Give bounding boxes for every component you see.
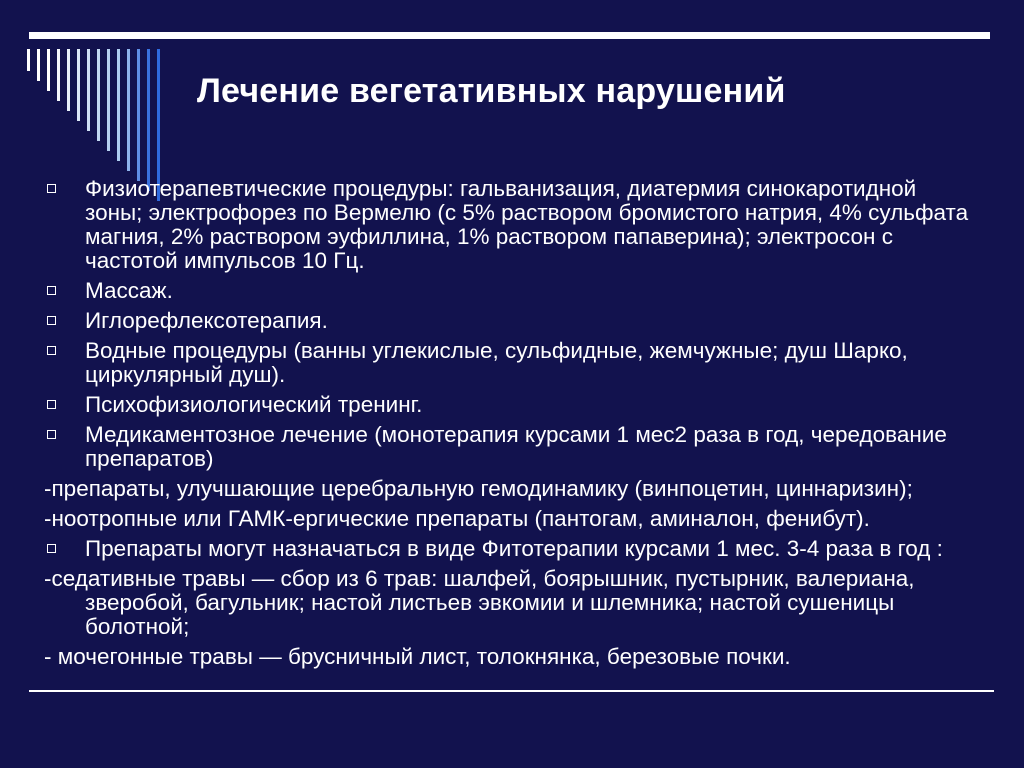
stripe (57, 49, 60, 101)
list-item-text: Иглорефлексотерапия. (85, 308, 328, 333)
stripe (47, 49, 50, 91)
list-item-text: Физиотерапевтические процедуры: гальванизация, диатермия синокаротидной зоны; электрофорез по Вермелю (с 5% раствором бромистого натрия, 4% сульфата магния, 2% раствором эуфиллина, 1% раствором папаверина); электросон с частотой импульсов 10 Гц. (85, 176, 969, 273)
list-item-text: - мочегонные травы — брусничный лист, толокнянка, березовые почки. (44, 644, 791, 669)
list-item-text: Психофизиологический тренинг. (85, 392, 423, 417)
stripe (27, 49, 30, 71)
list-item-text: Медикаментозное лечение (монотерапия курсами 1 мес2 раза в год, чередование препаратов) (85, 422, 947, 471)
hollow-square-icon (47, 184, 56, 193)
list-item (44, 177, 974, 273)
hollow-square-icon (47, 544, 56, 553)
list-item-text: -препараты, улучшающие церебральную гемодинамику (винпоцетин, циннаризин); (44, 476, 913, 501)
stripe (87, 49, 90, 131)
stripe (107, 49, 110, 151)
list-item (44, 393, 974, 417)
stripe (77, 49, 80, 121)
list-item (44, 339, 974, 387)
hollow-square-icon (47, 316, 56, 325)
list-item-dash (44, 507, 974, 531)
stripe (137, 49, 140, 181)
stripe (147, 49, 150, 191)
hollow-square-icon (47, 400, 56, 409)
list-item (44, 279, 974, 303)
top-rule (29, 32, 990, 39)
list-item-text: -ноотропные или ГАМК-ергические препараты (пантогам, аминалон, фенибут). (44, 506, 870, 531)
list-item-text: -седативные травы — сбор из 6 трав: шалфей, боярышник, пустырник, валериана, зверобой, багульник; настой листьев эвкомии и шлемника; настой сушеницы болотной; (44, 566, 915, 639)
list-item (44, 423, 974, 471)
stripe (67, 49, 70, 111)
hollow-square-icon (47, 286, 56, 295)
bottom-rule (29, 690, 994, 692)
hollow-square-icon (47, 346, 56, 355)
list-item-text: Препараты могут назначаться в виде Фитотерапии курсами 1 мес. 3-4 раза в год : (85, 536, 943, 561)
list-item-dash (44, 477, 974, 501)
hollow-square-icon (47, 430, 56, 439)
stripe (117, 49, 120, 161)
slide-title: Лечение вегетативных нарушений (197, 72, 786, 110)
list-item-text: Водные процедуры (ванны углекислые, сульфидные, жемчужные; душ Шарко, циркулярный душ). (85, 338, 908, 387)
list-item (44, 309, 974, 333)
list-item (44, 537, 974, 561)
stripe (37, 49, 40, 81)
list-item-text: Массаж. (85, 278, 173, 303)
list-item-dash (44, 645, 974, 669)
slide-content (44, 177, 974, 675)
list-item-dash (44, 567, 974, 639)
stripe (127, 49, 130, 171)
stripe (97, 49, 100, 141)
